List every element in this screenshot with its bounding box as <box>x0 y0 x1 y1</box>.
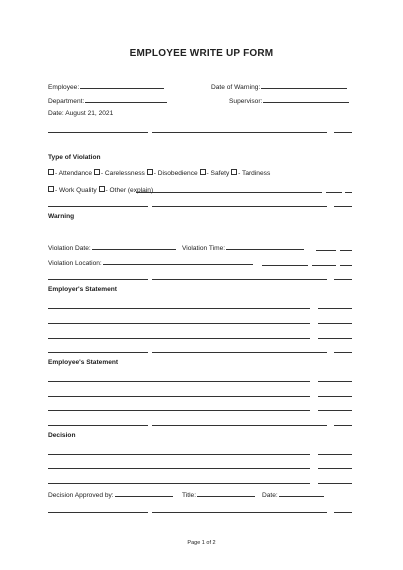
statement-line[interactable] <box>318 410 352 411</box>
separator-line <box>334 512 352 513</box>
field-line[interactable] <box>340 250 352 251</box>
other-explain-line[interactable] <box>345 192 352 193</box>
statement-line[interactable] <box>318 308 352 309</box>
decision-line[interactable] <box>48 468 310 469</box>
field-line[interactable] <box>262 265 308 266</box>
decision-line[interactable] <box>318 454 352 455</box>
checkbox-icon[interactable] <box>94 169 100 175</box>
statement-line[interactable] <box>48 323 310 324</box>
employee-field[interactable] <box>48 82 164 92</box>
checkbox-other[interactable]: - Other (explain) <box>99 187 154 194</box>
statement-line[interactable] <box>48 308 310 309</box>
decision-line[interactable] <box>48 483 310 484</box>
statement-line[interactable] <box>48 381 310 382</box>
other-explain-line[interactable] <box>326 192 342 193</box>
warning-heading: Warning <box>48 213 75 220</box>
decision-approved-by-label: Decision Approved by: <box>48 492 114 499</box>
decision-title-label: Title: <box>182 492 197 499</box>
statement-line[interactable] <box>318 396 352 397</box>
supervisor-field[interactable] <box>229 96 349 106</box>
checkbox-disobedience[interactable]: - Disobedience <box>147 170 198 177</box>
date-of-warning-label: Date of Warning: <box>211 84 261 91</box>
checkbox-work-quality[interactable]: - Work Quality <box>48 187 97 194</box>
supervisor-label: Supervisor: <box>229 98 263 105</box>
separator-line <box>152 352 327 353</box>
separator-line <box>334 206 352 207</box>
separator-line <box>48 512 148 513</box>
checkbox-icon[interactable] <box>147 169 153 175</box>
violation-time-field[interactable] <box>182 243 304 253</box>
separator-line <box>152 512 327 513</box>
checkbox-safety[interactable]: - Safety <box>200 170 230 177</box>
separator-line <box>48 132 148 133</box>
violation-date-label: Violation Date: <box>48 245 91 252</box>
checkbox-icon[interactable] <box>200 169 206 175</box>
separator-line <box>152 425 327 426</box>
checkbox-carelessness[interactable]: - Carelessness <box>94 170 145 177</box>
violation-time-label: Violation Time: <box>182 245 226 252</box>
decision-line[interactable] <box>318 468 352 469</box>
statement-line[interactable] <box>48 410 310 411</box>
decision-heading: Decision <box>48 432 76 439</box>
department-label: Department: <box>48 98 85 105</box>
violation-location-field[interactable] <box>48 258 253 268</box>
statement-line[interactable] <box>48 338 310 339</box>
employer-statement-heading: Employer's Statement <box>48 286 117 293</box>
separator-line <box>334 352 352 353</box>
separator-line <box>48 279 148 280</box>
separator-line <box>152 279 327 280</box>
type-of-violation-heading: Type of Violation <box>48 154 101 161</box>
form-title: EMPLOYEE WRITE UP FORM <box>129 48 274 59</box>
statement-line[interactable] <box>318 338 352 339</box>
employee-label: Employee: <box>48 84 80 91</box>
separator-line <box>334 279 352 280</box>
page-number: Page 1 of 2 <box>187 540 216 546</box>
decision-date-field[interactable] <box>262 490 324 500</box>
department-field[interactable] <box>48 96 167 106</box>
decision-line[interactable] <box>48 454 310 455</box>
violation-location-label: Violation Location: <box>48 260 102 267</box>
date-of-warning-field[interactable] <box>211 82 347 92</box>
violation-options-row2 <box>48 186 153 195</box>
checkbox-icon[interactable] <box>48 169 54 175</box>
separator-line <box>48 425 148 426</box>
separator-line <box>48 352 148 353</box>
decision-approved-by-field[interactable] <box>48 490 173 500</box>
checkbox-icon[interactable] <box>99 186 105 192</box>
field-line[interactable] <box>340 265 352 266</box>
decision-title-field[interactable] <box>182 490 255 500</box>
checkbox-tardiness[interactable]: - Tardiness <box>231 170 270 177</box>
checkbox-icon[interactable] <box>231 169 237 175</box>
other-explain-line[interactable] <box>136 192 322 193</box>
separator-line <box>152 206 327 207</box>
employee-statement-heading: Employee's Statement <box>48 359 119 366</box>
statement-line[interactable] <box>318 323 352 324</box>
field-line[interactable] <box>316 250 336 251</box>
decision-date-label: Date: <box>262 492 278 499</box>
statement-line[interactable] <box>318 381 352 382</box>
field-line[interactable] <box>312 265 336 266</box>
violation-options-row1 <box>48 169 270 178</box>
checkbox-attendance[interactable]: - Attendance <box>48 170 92 177</box>
separator-line <box>48 206 148 207</box>
statement-line[interactable] <box>48 396 310 397</box>
violation-date-field[interactable] <box>48 243 176 253</box>
separator-line <box>334 132 352 133</box>
separator-line <box>334 425 352 426</box>
form-date: Date: August 21, 2021 <box>48 110 114 117</box>
decision-line[interactable] <box>318 483 352 484</box>
checkbox-icon[interactable] <box>48 186 54 192</box>
separator-line <box>152 132 327 133</box>
